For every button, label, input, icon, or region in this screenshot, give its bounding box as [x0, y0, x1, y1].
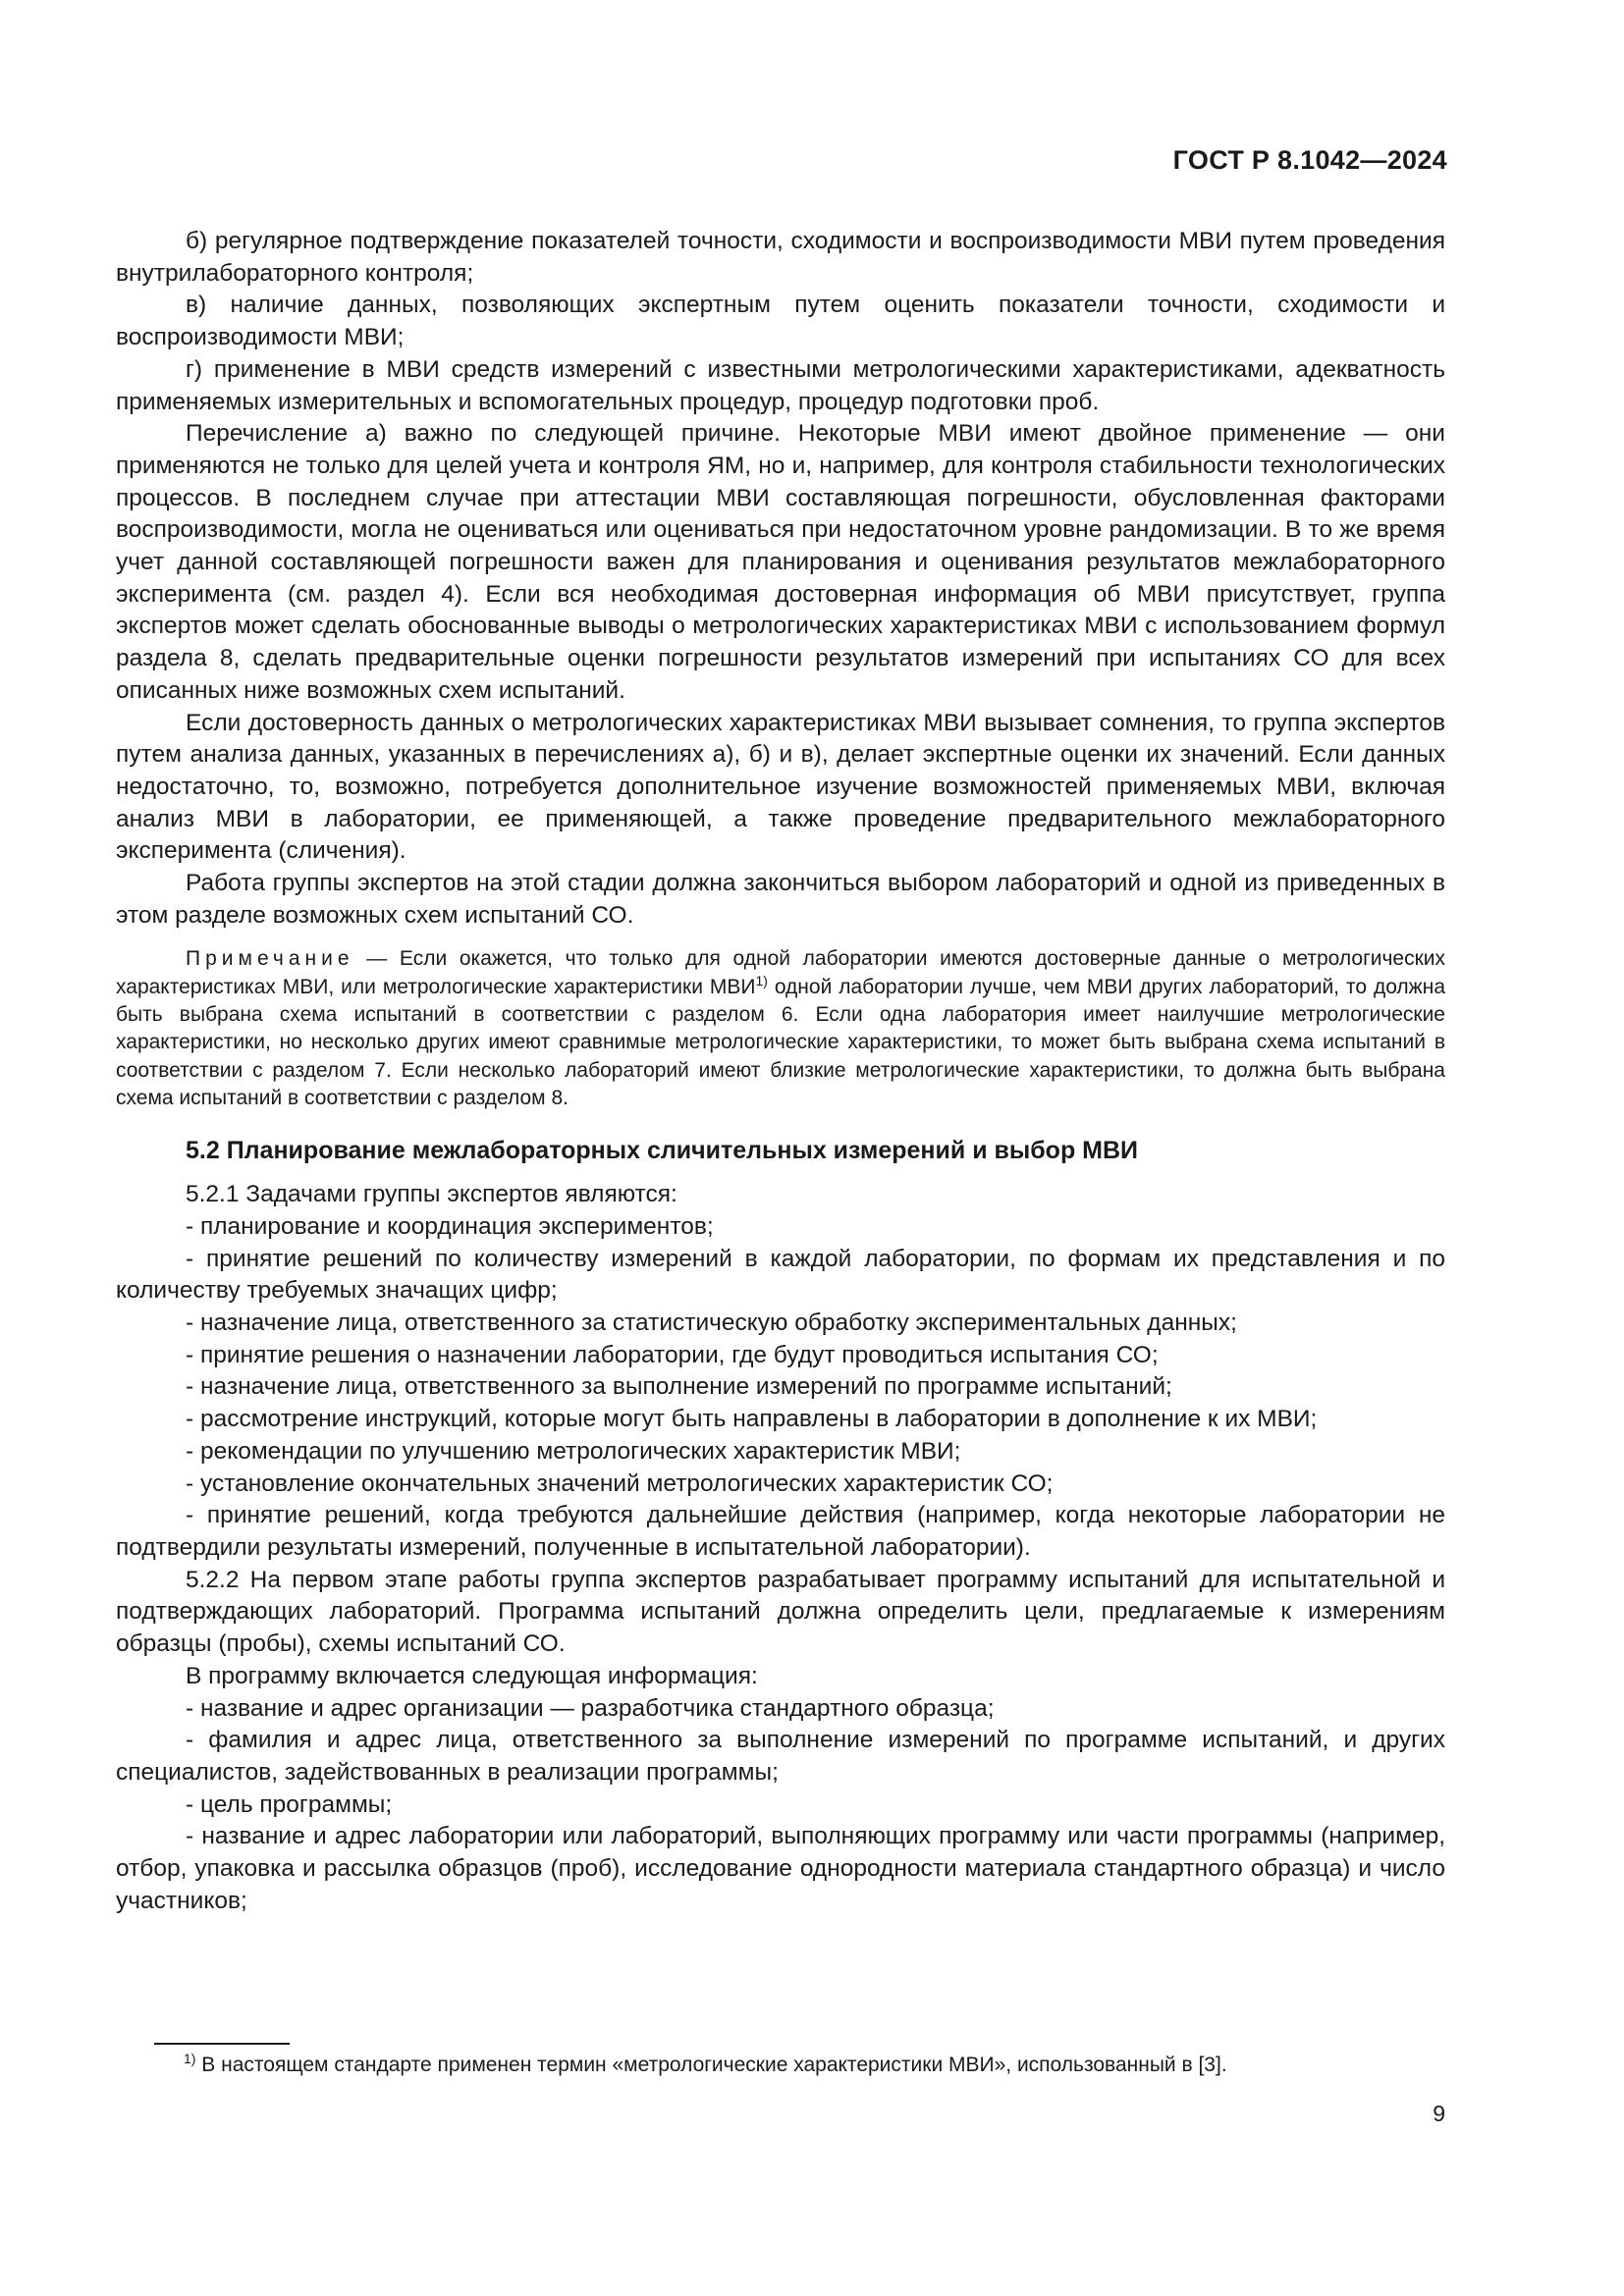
paragraph: б) регулярное подтверждение показателей точности, сходимости и воспроизводимости МВИ путем проведения внутрилабораторного контроля; [116, 228, 1445, 287]
paragraph: Перечисление а) важно по следующей причине. Некоторые МВИ имеют двойное применение — они применяются не только для целей учета и контроля ЯМ, но и, например, для контроля стабильности технологических процессов. В последнем случае при аттестации МВИ составляющая погрешности, обусловленная факторами воспроизводимости, могла не оцениваться или оцениваться при недостаточном уровне рандомизации. В то же время учет данной составляющей погрешности важен для планирования и оценивания результатов межлабораторного эксперимента (см. раздел 4). Если вся необходимая достоверная информация об МВИ присутствует, группа экспертов может сделать обоснованные выводы о метрологических характеристиках МВИ с использованием формул раздела 8, сделать предварительные оценки погрешности результатов измерений при испытаниях СО для всех описанных ниже возможных схем испытаний. [116, 420, 1445, 704]
paragraph: 5.2.2 На первом этапе работы группа экспертов разрабатывает программу испытаний для испытательной и подтверждающих лабораторий. Программа испытаний должна определить цели, предлагаемые к измерениям образцы (пробы), схемы испытаний СО. [116, 1566, 1445, 1658]
list-item: - рассмотрение инструкций, которые могут быть направлены в лаборатории в дополнение к их МВИ; [186, 1406, 1318, 1433]
list-item: - установление окончательных значений метрологических характеристик СО; [186, 1469, 1054, 1497]
section-heading: 5.2 Планирование межлабораторных сличительных измерений и выбор МВИ [186, 1137, 1139, 1165]
main-content [116, 226, 1445, 1917]
footnote [184, 2052, 1445, 2079]
paragraph: Если достоверность данных о метрологических характеристиках МВИ вызывает сомнения, то группа экспертов путем анализа данных, указанных в перечислениях а), б) и в), делает экспертные оценки их значений. Если данных недостаточно, то, возможно, потребуется дополнительное изучение возможностей применяемых МВИ, включая анализ МВИ в лаборатории, ее применяющей, а также проведение предварительного межлабораторного эксперимента (сличения). [116, 709, 1445, 865]
list-item: - назначение лица, ответственного за выполнение измерений по программе испытаний; [186, 1373, 1172, 1401]
list-item: - фамилия и адрес лица, ответственного за выполнение измерений по программе испытаний, и других специалистов, задействованных в реализации программы; [116, 1727, 1445, 1786]
note-text-part1: — Если окажется, что только для одной лаборатории имеются достоверные данные о метрологических характеристиках МВИ, или метрологические характеристики МВИ [116, 947, 1445, 998]
page-number: 9 [1433, 2101, 1445, 2126]
note-paragraph [116, 945, 1445, 1112]
paragraph: г) применение в МВИ средств измерений с известными метрологическими характеристиками, адекватность применяемых измерительных и вспомогательных процедур, процедур подготовки проб. [116, 355, 1445, 415]
list-item: - рекомендации по улучшению метрологических характеристик МВИ; [186, 1437, 961, 1465]
footnote-mark: 1) [184, 2051, 196, 2066]
list-item: - принятие решений, когда требуются дальнейшие действия (например, когда некоторые лаборатории не подтвердили результаты измерений, полученные в испытательной лаборатории). [116, 1502, 1445, 1561]
note-label: Примечание [186, 947, 354, 971]
footnote-reference: 1) [755, 972, 768, 988]
footnote-text: В настоящем стандарте применен термин «метрологические характеристики МВИ», использованный в [3]. [195, 2054, 1227, 2076]
list-item: - цель программы; [186, 1790, 393, 1818]
list-item: - принятие решений по количеству измерений в каждой лаборатории, по формам их представления и по количеству требуемых значащих цифр; [116, 1245, 1445, 1305]
paragraph: Работа группы экспертов на этой стадии должна закончиться выбором лабораторий и одной из приведенных в этом разделе возможных схем испытаний СО. [116, 870, 1445, 929]
paragraph: в) наличие данных, позволяющих экспертным путем оценить показатели точности, сходимости и воспроизводимости МВИ; [116, 292, 1445, 351]
paragraph: В программу включается следующая информация: [186, 1662, 758, 1689]
footnote-divider [154, 2043, 290, 2045]
list-item: - название и адрес организации — разработчика стандартного образца; [186, 1694, 995, 1722]
list-item: - назначение лица, ответственного за статистическую обработку экспериментальных данных; [186, 1309, 1237, 1337]
list-item: - принятие решения о назначении лаборатории, где будут проводиться испытания СО; [186, 1341, 1159, 1368]
list-item: - название и адрес лаборатории или лабораторий, выполняющих программу или части программы (например, отбор, упаковка и рассылка образцов (проб), исследование однородности материала стандартного образца) и число участников; [116, 1823, 1445, 1914]
list-item: - планирование и координация экспериментов; [186, 1212, 714, 1240]
paragraph: 5.2.1 Задачами группы экспертов являются: [186, 1181, 677, 1208]
document-code-header: ГОСТ Р 8.1042—2024 [1172, 145, 1447, 175]
note-text-part2: одной лаборатории лучше, чем МВИ других лабораторий, то должна быть выбрана схема испытаний в соответствии с разделом 6. Если одна лаборатория имеет наилучшие метрологические характеристики, но несколько других имеют сравнимые метрологические характеристики, то может быть выбрана схема испытаний в соответствии с разделом 7. Если несколько лабораторий имеют близкие метрологические характеристики, то должна быть выбрана схема испытаний в соответствии с разделом 8. [116, 975, 1445, 1109]
